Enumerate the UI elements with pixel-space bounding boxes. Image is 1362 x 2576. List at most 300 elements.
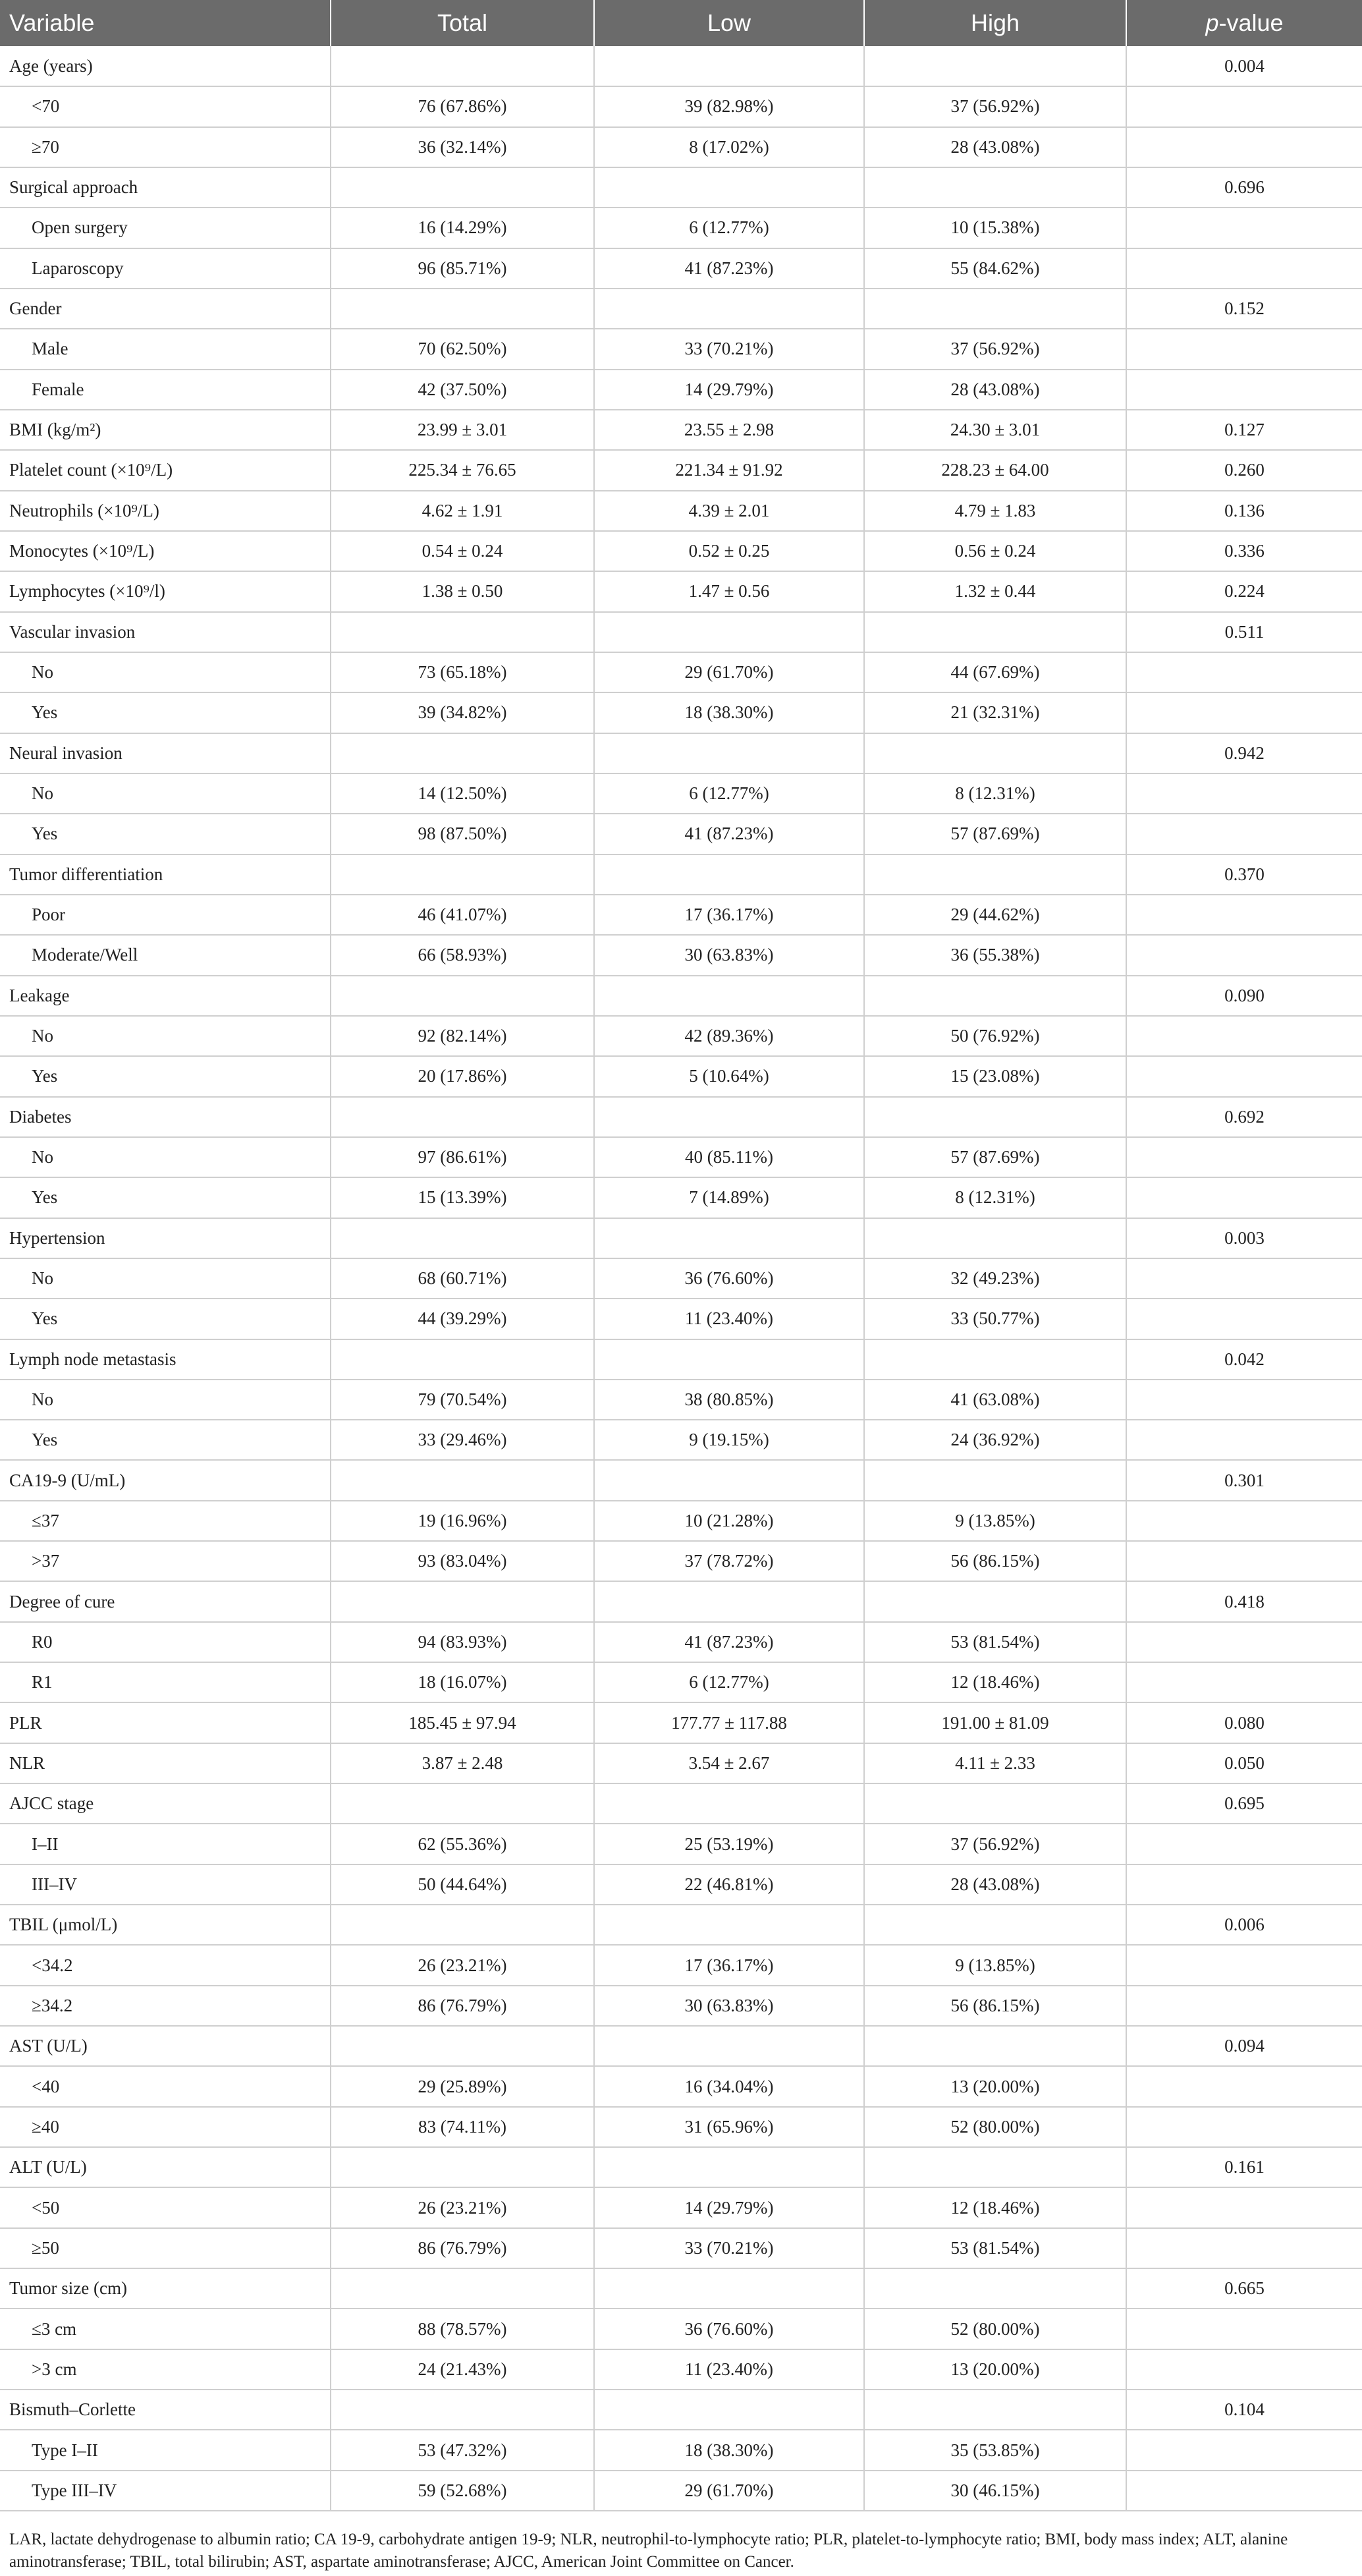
cell-p xyxy=(1126,2309,1362,2349)
table-row xyxy=(0,1380,1362,1420)
cell-low: 30 (63.83%) xyxy=(594,1986,864,2026)
cell-p xyxy=(1126,773,1362,814)
table-row xyxy=(0,1702,1362,1743)
cell-p xyxy=(1126,1177,1362,1218)
cell-low xyxy=(594,2147,864,2187)
cell-label: ≥70 xyxy=(0,127,331,167)
cell-p xyxy=(1126,814,1362,854)
cell-p xyxy=(1126,2349,1362,2390)
header-low: Low xyxy=(594,0,864,46)
cell-high: 57 (87.69%) xyxy=(864,814,1126,854)
cell-p xyxy=(1126,1824,1362,1864)
cell-total xyxy=(331,2268,594,2309)
cell-high xyxy=(864,2390,1126,2430)
cell-p: 0.336 xyxy=(1126,531,1362,571)
cell-p xyxy=(1126,1258,1362,1299)
cell-low: 11 (23.40%) xyxy=(594,1299,864,1339)
cell-label: <50 xyxy=(0,2187,331,2227)
cell-low xyxy=(594,289,864,329)
table-row xyxy=(0,1743,1362,1783)
cell-high: 56 (86.15%) xyxy=(864,1541,1126,1581)
cell-label: <40 xyxy=(0,2066,331,2106)
cell-label: No xyxy=(0,1016,331,1056)
table-row xyxy=(0,1460,1362,1500)
cell-total xyxy=(331,1783,594,1824)
cell-p xyxy=(1126,2430,1362,2470)
cell-p: 0.695 xyxy=(1126,1783,1362,1824)
cell-high xyxy=(864,1581,1126,1621)
cell-total: 26 (23.21%) xyxy=(331,2187,594,2227)
cell-p: 0.418 xyxy=(1126,1581,1362,1621)
cell-high xyxy=(864,733,1126,773)
cell-total: 1.38 ± 0.50 xyxy=(331,571,594,611)
cell-high: 37 (56.92%) xyxy=(864,86,1126,126)
cell-high xyxy=(864,2026,1126,2066)
cell-p: 0.127 xyxy=(1126,410,1362,450)
cell-low: 221.34 ± 91.92 xyxy=(594,450,864,490)
cell-high: 57 (87.69%) xyxy=(864,1137,1126,1177)
cell-low: 16 (34.04%) xyxy=(594,2066,864,2106)
cell-total: 86 (76.79%) xyxy=(331,2228,594,2268)
cell-low xyxy=(594,46,864,86)
cell-label: Laparoscopy xyxy=(0,248,331,289)
cell-high xyxy=(864,1097,1126,1137)
cell-total: 42 (37.50%) xyxy=(331,370,594,410)
cell-p xyxy=(1126,1056,1362,1096)
cell-label: Leakage xyxy=(0,976,331,1016)
table-row xyxy=(0,1824,1362,1864)
cell-low: 0.52 ± 0.25 xyxy=(594,531,864,571)
cell-high: 55 (84.62%) xyxy=(864,248,1126,289)
header-p-prefix: p xyxy=(1205,9,1219,36)
cell-total xyxy=(331,46,594,86)
cell-label: Yes xyxy=(0,1056,331,1096)
cell-p xyxy=(1126,329,1362,369)
cell-p: 0.152 xyxy=(1126,289,1362,329)
table-row xyxy=(0,652,1362,692)
cell-p: 0.050 xyxy=(1126,1743,1362,1783)
cell-total: 4.62 ± 1.91 xyxy=(331,491,594,531)
cell-p: 0.090 xyxy=(1126,976,1362,1016)
cell-label: NLR xyxy=(0,1743,331,1783)
cell-label: ≤37 xyxy=(0,1501,331,1541)
cell-low xyxy=(594,1905,864,1945)
cell-label: No xyxy=(0,652,331,692)
cell-p xyxy=(1126,2107,1362,2147)
table-row xyxy=(0,1622,1362,1662)
cell-total: 66 (58.93%) xyxy=(331,935,594,975)
cell-total: 50 (44.64%) xyxy=(331,1864,594,1905)
cell-high xyxy=(864,2268,1126,2309)
cell-low xyxy=(594,854,864,895)
cell-low: 37 (78.72%) xyxy=(594,1541,864,1581)
cell-high: 29 (44.62%) xyxy=(864,895,1126,935)
cell-total: 73 (65.18%) xyxy=(331,652,594,692)
cell-low: 33 (70.21%) xyxy=(594,2228,864,2268)
table-row xyxy=(0,531,1362,571)
cell-p xyxy=(1126,895,1362,935)
table-row xyxy=(0,1218,1362,1258)
table-footnote: LAR, lactate dehydrogenase to albumin ratio; CA 19-9, carbohydrate antigen 19-9; NLR, neutrophil-to-lymphocyte ratio; PLR, platelet-to-lymphocyte ratio; BMI, body mass index; ALT, alanine aminotransferase; TBIL, total bilirubin; AST, aspartate aminotransferase; AJCC, American Joint Committee on Cancer. xyxy=(9,2531,1288,2571)
cell-label: Yes xyxy=(0,1177,331,1218)
header-p-suffix: -value xyxy=(1218,9,1284,36)
cell-label: Lymph node metastasis xyxy=(0,1339,331,1380)
table-row xyxy=(0,1945,1362,1985)
table-row xyxy=(0,450,1362,490)
cell-label: Monocytes (×10⁹/L) xyxy=(0,531,331,571)
cell-total: 62 (55.36%) xyxy=(331,1824,594,1864)
cell-total: 33 (29.46%) xyxy=(331,1420,594,1460)
table-row xyxy=(0,1783,1362,1824)
cell-high: 1.32 ± 0.44 xyxy=(864,571,1126,611)
cell-total: 76 (67.86%) xyxy=(331,86,594,126)
cell-p xyxy=(1126,2187,1362,2227)
cell-low: 17 (36.17%) xyxy=(594,1945,864,1985)
cell-label: Surgical approach xyxy=(0,167,331,208)
cell-high: 28 (43.08%) xyxy=(864,370,1126,410)
cell-high: 50 (76.92%) xyxy=(864,1016,1126,1056)
cell-low: 36 (76.60%) xyxy=(594,1258,864,1299)
cell-label: No xyxy=(0,773,331,814)
cell-total: 15 (13.39%) xyxy=(331,1177,594,1218)
cell-p: 0.692 xyxy=(1126,1097,1362,1137)
cell-p: 0.094 xyxy=(1126,2026,1362,2066)
cell-low: 18 (38.30%) xyxy=(594,692,864,733)
cell-high: 13 (20.00%) xyxy=(864,2349,1126,2390)
cell-high: 30 (46.15%) xyxy=(864,2471,1126,2511)
cell-low: 177.77 ± 117.88 xyxy=(594,1702,864,1743)
cell-p: 0.260 xyxy=(1126,450,1362,490)
cell-low xyxy=(594,2390,864,2430)
cell-low: 42 (89.36%) xyxy=(594,1016,864,1056)
cell-label: Diabetes xyxy=(0,1097,331,1137)
cell-p: 0.370 xyxy=(1126,854,1362,895)
cell-high xyxy=(864,289,1126,329)
cell-low: 31 (65.96%) xyxy=(594,2107,864,2147)
cell-low: 25 (53.19%) xyxy=(594,1824,864,1864)
table-row xyxy=(0,773,1362,814)
cell-high: 35 (53.85%) xyxy=(864,2430,1126,2470)
table-row xyxy=(0,491,1362,531)
cell-high xyxy=(864,1783,1126,1824)
cell-high: 24 (36.92%) xyxy=(864,1420,1126,1460)
table-row xyxy=(0,2309,1362,2349)
cell-high: 0.56 ± 0.24 xyxy=(864,531,1126,571)
cell-low xyxy=(594,2026,864,2066)
table-row xyxy=(0,2471,1362,2511)
cell-label: Hypertension xyxy=(0,1218,331,1258)
cell-label: Yes xyxy=(0,692,331,733)
cell-p xyxy=(1126,1380,1362,1420)
cell-low xyxy=(594,733,864,773)
cell-high: 15 (23.08%) xyxy=(864,1056,1126,1096)
table-row xyxy=(0,814,1362,854)
cell-total: 20 (17.86%) xyxy=(331,1056,594,1096)
cell-high: 52 (80.00%) xyxy=(864,2309,1126,2349)
cell-low: 30 (63.83%) xyxy=(594,935,864,975)
cell-label: >3 cm xyxy=(0,2349,331,2390)
cell-low: 18 (38.30%) xyxy=(594,2430,864,2470)
cell-p xyxy=(1126,1299,1362,1339)
cell-total: 46 (41.07%) xyxy=(331,895,594,935)
table-row xyxy=(0,1581,1362,1621)
cell-total xyxy=(331,2390,594,2430)
table-row xyxy=(0,895,1362,935)
cell-total xyxy=(331,1339,594,1380)
cell-low: 41 (87.23%) xyxy=(594,248,864,289)
cell-label: Male xyxy=(0,329,331,369)
cell-high: 32 (49.23%) xyxy=(864,1258,1126,1299)
table-row xyxy=(0,1420,1362,1460)
cell-p xyxy=(1126,370,1362,410)
cell-low: 36 (76.60%) xyxy=(594,2309,864,2349)
cell-p: 0.042 xyxy=(1126,1339,1362,1380)
cell-label: Vascular invasion xyxy=(0,612,331,652)
cell-total: 70 (62.50%) xyxy=(331,329,594,369)
cell-high: 10 (15.38%) xyxy=(864,208,1126,248)
cell-high: 8 (12.31%) xyxy=(864,1177,1126,1218)
cell-label: R1 xyxy=(0,1662,331,1702)
cell-p xyxy=(1126,1137,1362,1177)
table-row xyxy=(0,2228,1362,2268)
cell-p xyxy=(1126,86,1362,126)
cell-high: 9 (13.85%) xyxy=(864,1945,1126,1985)
cell-low xyxy=(594,976,864,1016)
cell-low: 17 (36.17%) xyxy=(594,895,864,935)
cell-high xyxy=(864,854,1126,895)
cell-label: Type III–IV xyxy=(0,2471,331,2511)
cell-label: Neural invasion xyxy=(0,733,331,773)
cell-low: 41 (87.23%) xyxy=(594,814,864,854)
table-row xyxy=(0,86,1362,126)
cell-label: >37 xyxy=(0,1541,331,1581)
cell-high xyxy=(864,46,1126,86)
table-row xyxy=(0,329,1362,369)
cell-total xyxy=(331,1097,594,1137)
cell-p xyxy=(1126,1864,1362,1905)
cell-low: 5 (10.64%) xyxy=(594,1056,864,1096)
table-row xyxy=(0,127,1362,167)
cell-total xyxy=(331,612,594,652)
cell-high: 33 (50.77%) xyxy=(864,1299,1126,1339)
cell-high: 28 (43.08%) xyxy=(864,1864,1126,1905)
table-body xyxy=(0,46,1362,2511)
cell-high xyxy=(864,1339,1126,1380)
cell-label: PLR xyxy=(0,1702,331,1743)
cell-p: 0.161 xyxy=(1126,2147,1362,2187)
cell-p xyxy=(1126,652,1362,692)
table-row xyxy=(0,2268,1362,2309)
cell-high: 36 (55.38%) xyxy=(864,935,1126,975)
table-row xyxy=(0,1905,1362,1945)
cell-high: 37 (56.92%) xyxy=(864,1824,1126,1864)
cell-total xyxy=(331,854,594,895)
cell-label: Type I–II xyxy=(0,2430,331,2470)
cell-label: Age (years) xyxy=(0,46,331,86)
cell-label: Yes xyxy=(0,1420,331,1460)
cell-total xyxy=(331,2147,594,2187)
cell-high: 12 (18.46%) xyxy=(864,2187,1126,2227)
cell-p: 0.224 xyxy=(1126,571,1362,611)
cell-label: TBIL (μmol/L) xyxy=(0,1905,331,1945)
table-row xyxy=(0,1137,1362,1177)
cell-total: 26 (23.21%) xyxy=(331,1945,594,1985)
cell-label: Yes xyxy=(0,814,331,854)
cell-p: 0.665 xyxy=(1126,2268,1362,2309)
cell-label: III–IV xyxy=(0,1864,331,1905)
cell-label: CA19-9 (U/mL) xyxy=(0,1460,331,1500)
table-row xyxy=(0,46,1362,86)
cell-label: No xyxy=(0,1258,331,1299)
cell-label: Platelet count (×10⁹/L) xyxy=(0,450,331,490)
table-row xyxy=(0,976,1362,1016)
cell-label: No xyxy=(0,1137,331,1177)
cell-total xyxy=(331,733,594,773)
cell-low: 6 (12.77%) xyxy=(594,1662,864,1702)
table-row xyxy=(0,1986,1362,2026)
cell-total: 68 (60.71%) xyxy=(331,1258,594,1299)
cell-high xyxy=(864,976,1126,1016)
cell-low: 9 (19.15%) xyxy=(594,1420,864,1460)
cell-label: <34.2 xyxy=(0,1945,331,1985)
cell-total: 19 (16.96%) xyxy=(331,1501,594,1541)
cell-low: 40 (85.11%) xyxy=(594,1137,864,1177)
cell-total: 97 (86.61%) xyxy=(331,1137,594,1177)
cell-label: No xyxy=(0,1380,331,1420)
cell-total: 36 (32.14%) xyxy=(331,127,594,167)
cell-high: 13 (20.00%) xyxy=(864,2066,1126,2106)
cell-total xyxy=(331,1460,594,1500)
cell-high xyxy=(864,612,1126,652)
cell-high: 53 (81.54%) xyxy=(864,1622,1126,1662)
cell-total: 98 (87.50%) xyxy=(331,814,594,854)
cell-high: 21 (32.31%) xyxy=(864,692,1126,733)
cell-total: 18 (16.07%) xyxy=(331,1662,594,1702)
cell-label: ALT (U/L) xyxy=(0,2147,331,2187)
cell-p xyxy=(1126,248,1362,289)
cell-total: 3.87 ± 2.48 xyxy=(331,1743,594,1783)
cell-low: 29 (61.70%) xyxy=(594,652,864,692)
table-row xyxy=(0,208,1362,248)
cell-p xyxy=(1126,208,1362,248)
cell-p xyxy=(1126,2471,1362,2511)
cell-p: 0.104 xyxy=(1126,2390,1362,2430)
table-row xyxy=(0,167,1362,208)
cell-total xyxy=(331,167,594,208)
table-row xyxy=(0,2066,1362,2106)
cell-p: 0.080 xyxy=(1126,1702,1362,1743)
table-row xyxy=(0,1097,1362,1137)
cell-low xyxy=(594,167,864,208)
cell-high: 8 (12.31%) xyxy=(864,773,1126,814)
cell-total: 93 (83.04%) xyxy=(331,1541,594,1581)
table-row xyxy=(0,2147,1362,2187)
cell-total: 185.45 ± 97.94 xyxy=(331,1702,594,1743)
cell-low xyxy=(594,612,864,652)
cell-total: 16 (14.29%) xyxy=(331,208,594,248)
cell-p xyxy=(1126,1501,1362,1541)
cell-label: Tumor size (cm) xyxy=(0,2268,331,2309)
cell-p xyxy=(1126,1986,1362,2026)
cell-total xyxy=(331,1581,594,1621)
cell-total xyxy=(331,2026,594,2066)
cell-p: 0.511 xyxy=(1126,612,1362,652)
cell-low: 6 (12.77%) xyxy=(594,208,864,248)
cell-high: 24.30 ± 3.01 xyxy=(864,410,1126,450)
table-header xyxy=(0,0,1362,46)
cell-label: R0 xyxy=(0,1622,331,1662)
table-row xyxy=(0,1177,1362,1218)
cell-high xyxy=(864,167,1126,208)
table-row xyxy=(0,2430,1362,2470)
table-row xyxy=(0,2026,1362,2066)
table-row xyxy=(0,2107,1362,2147)
cell-label: Moderate/Well xyxy=(0,935,331,975)
cell-p xyxy=(1126,692,1362,733)
cell-low: 1.47 ± 0.56 xyxy=(594,571,864,611)
table-row xyxy=(0,692,1362,733)
table-row xyxy=(0,289,1362,329)
cell-low xyxy=(594,1097,864,1137)
cell-total: 79 (70.54%) xyxy=(331,1380,594,1420)
table-row xyxy=(0,1541,1362,1581)
header-total: Total xyxy=(331,0,594,46)
cell-high: 53 (81.54%) xyxy=(864,2228,1126,2268)
cell-p xyxy=(1126,1420,1362,1460)
cell-high: 9 (13.85%) xyxy=(864,1501,1126,1541)
table-row xyxy=(0,370,1362,410)
header-high: High xyxy=(864,0,1126,46)
cell-label: Open surgery xyxy=(0,208,331,248)
cell-low: 7 (14.89%) xyxy=(594,1177,864,1218)
cell-high xyxy=(864,1905,1126,1945)
table-row xyxy=(0,1016,1362,1056)
cell-low xyxy=(594,1460,864,1500)
cell-label: Yes xyxy=(0,1299,331,1339)
cell-total: 23.99 ± 3.01 xyxy=(331,410,594,450)
cell-total: 88 (78.57%) xyxy=(331,2309,594,2349)
cell-high: 52 (80.00%) xyxy=(864,2107,1126,2147)
cell-total: 83 (74.11%) xyxy=(331,2107,594,2147)
table-row xyxy=(0,1056,1362,1096)
header-variable: Variable xyxy=(0,0,331,46)
cell-high: 44 (67.69%) xyxy=(864,652,1126,692)
cell-high: 228.23 ± 64.00 xyxy=(864,450,1126,490)
cell-total: 225.34 ± 76.65 xyxy=(331,450,594,490)
cell-label: I–II xyxy=(0,1824,331,1864)
cell-label: ≥50 xyxy=(0,2228,331,2268)
table-row xyxy=(0,1864,1362,1905)
table-row xyxy=(0,248,1362,289)
cell-total: 24 (21.43%) xyxy=(331,2349,594,2390)
cell-total xyxy=(331,289,594,329)
cell-total: 59 (52.68%) xyxy=(331,2471,594,2511)
cell-total xyxy=(331,976,594,1016)
table-row xyxy=(0,410,1362,450)
cell-label: ≥34.2 xyxy=(0,1986,331,2026)
table-row xyxy=(0,1501,1362,1541)
table-row xyxy=(0,854,1362,895)
cell-p: 0.696 xyxy=(1126,167,1362,208)
cell-p xyxy=(1126,1662,1362,1702)
cell-label: BMI (kg/m²) xyxy=(0,410,331,450)
table-row xyxy=(0,1258,1362,1299)
cell-p xyxy=(1126,1016,1362,1056)
cell-low: 22 (46.81%) xyxy=(594,1864,864,1905)
cell-high: 12 (18.46%) xyxy=(864,1662,1126,1702)
cell-total: 53 (47.32%) xyxy=(331,2430,594,2470)
table-row xyxy=(0,1339,1362,1380)
